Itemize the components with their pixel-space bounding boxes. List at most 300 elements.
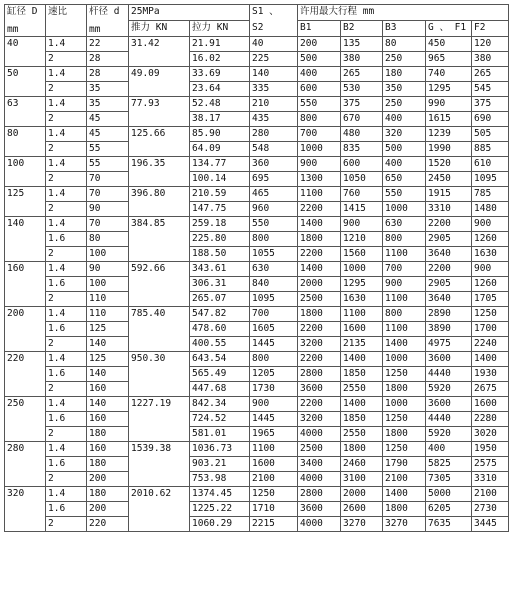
push-cell: 196.35 bbox=[129, 157, 190, 187]
table-row bbox=[5, 67, 509, 82]
rod-cell: 35 bbox=[87, 82, 129, 97]
rod-cell: 220 bbox=[87, 517, 129, 532]
b1-cell: 800 bbox=[298, 112, 341, 127]
ratio-cell: 1.4 bbox=[46, 217, 87, 232]
pull-cell: 400.55 bbox=[190, 337, 250, 352]
gf1-cell: 3640 bbox=[426, 292, 472, 307]
b2-cell: 1295 bbox=[341, 277, 383, 292]
b1-cell: 4000 bbox=[298, 427, 341, 442]
f2-cell: 2240 bbox=[472, 337, 509, 352]
table-row bbox=[5, 202, 509, 217]
bore-cell: 220 bbox=[5, 352, 46, 397]
push-cell: 2010.62 bbox=[129, 487, 190, 532]
rod-header-cell bbox=[87, 5, 129, 37]
f2-cell: 380 bbox=[472, 52, 509, 67]
b3-cell: 350 bbox=[383, 82, 426, 97]
s1s2-cell: 1095 bbox=[250, 292, 298, 307]
b2-cell: 1050 bbox=[341, 172, 383, 187]
table-row bbox=[5, 97, 509, 112]
table-row bbox=[5, 157, 509, 172]
rod-cell: 180 bbox=[87, 487, 129, 502]
gf1-cell: 5000 bbox=[426, 487, 472, 502]
ratio-cell: 2 bbox=[46, 52, 87, 67]
b3-cell: 650 bbox=[383, 172, 426, 187]
b1-cell: 2500 bbox=[298, 292, 341, 307]
ratio-cell: 1.4 bbox=[46, 352, 87, 367]
pull-cell: 16.02 bbox=[190, 52, 250, 67]
max-stroke-header: 许用最大行程 mm bbox=[298, 5, 509, 21]
b1-cell: 200 bbox=[298, 37, 341, 52]
s1s2-cell: 1965 bbox=[250, 427, 298, 442]
s1s2-cell: 1055 bbox=[250, 247, 298, 262]
ratio-cell: 2 bbox=[46, 517, 87, 532]
push-cell: 1539.38 bbox=[129, 442, 190, 487]
s1s2-cell: 1205 bbox=[250, 367, 298, 382]
rod-header: 杆径 d bbox=[89, 6, 120, 17]
table-row bbox=[5, 277, 509, 292]
gf1-cell: 2200 bbox=[426, 262, 472, 277]
f2-cell: 1095 bbox=[472, 172, 509, 187]
gf1-cell: 1295 bbox=[426, 82, 472, 97]
gf1-cell: 3600 bbox=[426, 352, 472, 367]
ratio-cell: 1.4 bbox=[46, 262, 87, 277]
table-row bbox=[5, 502, 509, 517]
pull-cell: 478.60 bbox=[190, 322, 250, 337]
pull-cell: 33.69 bbox=[190, 67, 250, 82]
f2-cell: 900 bbox=[472, 262, 509, 277]
s1s2-cell: 2215 bbox=[250, 517, 298, 532]
push-cell: 31.42 bbox=[129, 37, 190, 67]
ratio-cell: 2 bbox=[46, 337, 87, 352]
f2-cell: 610 bbox=[472, 157, 509, 172]
s1s2-cell: 800 bbox=[250, 232, 298, 247]
ratio-cell: 1.4 bbox=[46, 307, 87, 322]
rod-cell: 28 bbox=[87, 52, 129, 67]
bore-cell: 250 bbox=[5, 397, 46, 442]
b1-cell: 2200 bbox=[298, 352, 341, 367]
pull-cell: 52.48 bbox=[190, 97, 250, 112]
rod-cell: 55 bbox=[87, 142, 129, 157]
pull-cell: 1060.29 bbox=[190, 517, 250, 532]
b2-cell: 380 bbox=[341, 52, 383, 67]
s1s2-header-a: S1 、 bbox=[250, 5, 298, 21]
f2-cell: 1700 bbox=[472, 322, 509, 337]
gf1-cell: 3600 bbox=[426, 397, 472, 412]
gf1-cell: 2905 bbox=[426, 232, 472, 247]
b3-cell: 1800 bbox=[383, 502, 426, 517]
pull-cell: 259.18 bbox=[190, 217, 250, 232]
push-cell: 396.80 bbox=[129, 187, 190, 217]
b2-cell: 1850 bbox=[341, 412, 383, 427]
bore-header: 缸径 D bbox=[7, 6, 38, 17]
rod-cell: 45 bbox=[87, 127, 129, 142]
f2-cell: 690 bbox=[472, 112, 509, 127]
f2-cell: 1600 bbox=[472, 397, 509, 412]
f2-cell: 885 bbox=[472, 142, 509, 157]
rod-cell: 180 bbox=[87, 457, 129, 472]
table-row bbox=[5, 292, 509, 307]
pull-cell: 134.77 bbox=[190, 157, 250, 172]
s1s2-cell: 1445 bbox=[250, 337, 298, 352]
f2-cell: 1480 bbox=[472, 202, 509, 217]
rod-cell: 125 bbox=[87, 322, 129, 337]
b2-cell: 1100 bbox=[341, 307, 383, 322]
rod-cell: 90 bbox=[87, 202, 129, 217]
s1s2-cell: 1100 bbox=[250, 442, 298, 457]
gf1-cell: 1615 bbox=[426, 112, 472, 127]
b3-cell: 1400 bbox=[383, 487, 426, 502]
table-row bbox=[5, 412, 509, 427]
pull-cell: 1036.73 bbox=[190, 442, 250, 457]
gf1-cell: 5920 bbox=[426, 427, 472, 442]
b3-cell: 1100 bbox=[383, 292, 426, 307]
f2-cell: 265 bbox=[472, 67, 509, 82]
bore-cell: 140 bbox=[5, 217, 46, 262]
b1-cell: 3200 bbox=[298, 412, 341, 427]
gf1-cell: 400 bbox=[426, 442, 472, 457]
b2-cell: 135 bbox=[341, 37, 383, 52]
table-row bbox=[5, 352, 509, 367]
s1s2-cell: 800 bbox=[250, 352, 298, 367]
f2-cell: 3310 bbox=[472, 472, 509, 487]
b3-cell: 250 bbox=[383, 97, 426, 112]
b2-cell: 2550 bbox=[341, 382, 383, 397]
rod-cell: 35 bbox=[87, 97, 129, 112]
s1s2-cell: 1605 bbox=[250, 322, 298, 337]
rod-cell: 100 bbox=[87, 277, 129, 292]
b2-cell: 1850 bbox=[341, 367, 383, 382]
s1s2-cell: 1250 bbox=[250, 487, 298, 502]
rod-cell: 160 bbox=[87, 442, 129, 457]
s1s2-cell: 548 bbox=[250, 142, 298, 157]
rod-cell: 45 bbox=[87, 112, 129, 127]
rod-cell: 100 bbox=[87, 247, 129, 262]
b2-cell: 2135 bbox=[341, 337, 383, 352]
table-row bbox=[5, 172, 509, 187]
b2-cell: 670 bbox=[341, 112, 383, 127]
b2-cell: 2000 bbox=[341, 487, 383, 502]
push-header: 推力 KN bbox=[129, 21, 190, 37]
b1-cell: 400 bbox=[298, 67, 341, 82]
gf1-cell: 740 bbox=[426, 67, 472, 82]
rod-cell: 200 bbox=[87, 472, 129, 487]
rod-cell: 70 bbox=[87, 217, 129, 232]
ratio-cell: 1.6 bbox=[46, 277, 87, 292]
pull-cell: 842.34 bbox=[190, 397, 250, 412]
b1-cell: 700 bbox=[298, 127, 341, 142]
b1-cell: 1800 bbox=[298, 307, 341, 322]
bore-cell: 280 bbox=[5, 442, 46, 487]
s1s2-cell: 630 bbox=[250, 262, 298, 277]
f2-cell: 900 bbox=[472, 217, 509, 232]
table-row bbox=[5, 307, 509, 322]
pull-cell: 581.01 bbox=[190, 427, 250, 442]
rod-cell: 180 bbox=[87, 427, 129, 442]
s1s2-cell: 840 bbox=[250, 277, 298, 292]
b3-cell: 1790 bbox=[383, 457, 426, 472]
push-cell: 77.93 bbox=[129, 97, 190, 127]
gf1-cell: 1520 bbox=[426, 157, 472, 172]
f2-cell: 545 bbox=[472, 82, 509, 97]
push-cell: 1227.19 bbox=[129, 397, 190, 442]
ratio-cell: 2 bbox=[46, 292, 87, 307]
pull-cell: 1225.22 bbox=[190, 502, 250, 517]
ratio-cell: 2 bbox=[46, 82, 87, 97]
s1s2-cell: 140 bbox=[250, 67, 298, 82]
s1s2-cell: 335 bbox=[250, 82, 298, 97]
pull-cell: 21.91 bbox=[190, 37, 250, 52]
gf1-header: G 、 F1 bbox=[426, 21, 472, 37]
gf1-cell: 2450 bbox=[426, 172, 472, 187]
b3-cell: 1400 bbox=[383, 337, 426, 352]
b1-cell: 1400 bbox=[298, 217, 341, 232]
rod-cell: 125 bbox=[87, 352, 129, 367]
ratio-cell: 1.6 bbox=[46, 457, 87, 472]
table-row bbox=[5, 427, 509, 442]
f2-cell: 1260 bbox=[472, 232, 509, 247]
ratio-cell: 1.4 bbox=[46, 67, 87, 82]
b1-cell: 2000 bbox=[298, 277, 341, 292]
rod-cell: 140 bbox=[87, 367, 129, 382]
table-row bbox=[5, 187, 509, 202]
table-row bbox=[5, 52, 509, 67]
b2-cell: 375 bbox=[341, 97, 383, 112]
bore-cell: 63 bbox=[5, 97, 46, 127]
table-row bbox=[5, 232, 509, 247]
pull-cell: 753.98 bbox=[190, 472, 250, 487]
ratio-cell: 1.6 bbox=[46, 232, 87, 247]
rod-cell: 80 bbox=[87, 232, 129, 247]
pull-cell: 643.54 bbox=[190, 352, 250, 367]
pull-cell: 903.21 bbox=[190, 457, 250, 472]
table-row bbox=[5, 517, 509, 532]
b2-cell: 2550 bbox=[341, 427, 383, 442]
rod-cell: 28 bbox=[87, 67, 129, 82]
s1s2-cell: 465 bbox=[250, 187, 298, 202]
f2-cell: 785 bbox=[472, 187, 509, 202]
b1-cell: 2800 bbox=[298, 367, 341, 382]
s1s2-cell: 900 bbox=[250, 397, 298, 412]
rod-cell: 22 bbox=[87, 37, 129, 52]
bore-unit: mm bbox=[7, 24, 19, 35]
rod-cell: 70 bbox=[87, 172, 129, 187]
b1-cell: 2200 bbox=[298, 322, 341, 337]
pull-cell: 85.90 bbox=[190, 127, 250, 142]
f2-cell: 2575 bbox=[472, 457, 509, 472]
bore-cell: 100 bbox=[5, 157, 46, 187]
pull-cell: 100.14 bbox=[190, 172, 250, 187]
push-cell: 950.30 bbox=[129, 352, 190, 397]
table-row bbox=[5, 142, 509, 157]
push-cell: 592.66 bbox=[129, 262, 190, 307]
table-row bbox=[5, 457, 509, 472]
b2-cell: 1800 bbox=[341, 442, 383, 457]
bore-cell: 200 bbox=[5, 307, 46, 352]
s1s2-cell: 40 bbox=[250, 37, 298, 52]
b3-cell: 500 bbox=[383, 142, 426, 157]
pull-cell: 38.17 bbox=[190, 112, 250, 127]
push-cell: 125.66 bbox=[129, 127, 190, 157]
b1-cell: 1100 bbox=[298, 187, 341, 202]
s1s2-cell: 210 bbox=[250, 97, 298, 112]
gf1-cell: 1239 bbox=[426, 127, 472, 142]
b3-cell: 1100 bbox=[383, 322, 426, 337]
gf1-cell: 965 bbox=[426, 52, 472, 67]
ratio-cell: 2 bbox=[46, 382, 87, 397]
b2-cell: 835 bbox=[341, 142, 383, 157]
f2-cell: 1950 bbox=[472, 442, 509, 457]
push-cell: 384.85 bbox=[129, 217, 190, 262]
gf1-cell: 7635 bbox=[426, 517, 472, 532]
b3-cell: 250 bbox=[383, 52, 426, 67]
b1-cell: 2500 bbox=[298, 442, 341, 457]
f2-cell: 3020 bbox=[472, 427, 509, 442]
b2-cell: 3100 bbox=[341, 472, 383, 487]
pull-cell: 64.09 bbox=[190, 142, 250, 157]
b1-cell: 3600 bbox=[298, 502, 341, 517]
table-row bbox=[5, 322, 509, 337]
ratio-cell: 1.4 bbox=[46, 397, 87, 412]
ratio-cell: 1.4 bbox=[46, 37, 87, 52]
ratio-cell: 2 bbox=[46, 427, 87, 442]
gf1-cell: 1990 bbox=[426, 142, 472, 157]
rod-cell: 140 bbox=[87, 337, 129, 352]
gf1-cell: 3310 bbox=[426, 202, 472, 217]
b3-cell: 80 bbox=[383, 37, 426, 52]
b1-cell: 2200 bbox=[298, 247, 341, 262]
f2-cell: 2100 bbox=[472, 487, 509, 502]
rod-cell: 70 bbox=[87, 187, 129, 202]
f2-cell: 1930 bbox=[472, 367, 509, 382]
ratio-cell: 1.4 bbox=[46, 442, 87, 457]
gf1-cell: 2890 bbox=[426, 307, 472, 322]
f2-cell: 2280 bbox=[472, 412, 509, 427]
f2-cell: 2675 bbox=[472, 382, 509, 397]
b1-cell: 2200 bbox=[298, 202, 341, 217]
b3-cell: 1000 bbox=[383, 202, 426, 217]
pressure-header: 25MPa bbox=[129, 5, 250, 21]
pull-cell: 147.75 bbox=[190, 202, 250, 217]
b1-cell: 550 bbox=[298, 97, 341, 112]
table-row bbox=[5, 82, 509, 97]
table-row bbox=[5, 337, 509, 352]
b1-cell: 500 bbox=[298, 52, 341, 67]
f2-cell: 3445 bbox=[472, 517, 509, 532]
rod-cell: 90 bbox=[87, 262, 129, 277]
gf1-cell: 5825 bbox=[426, 457, 472, 472]
ratio-cell: 1.4 bbox=[46, 187, 87, 202]
b3-cell: 400 bbox=[383, 157, 426, 172]
bore-cell: 320 bbox=[5, 487, 46, 532]
b2-cell: 900 bbox=[341, 217, 383, 232]
bore-cell: 50 bbox=[5, 67, 46, 97]
table-row bbox=[5, 382, 509, 397]
b1-cell: 3600 bbox=[298, 382, 341, 397]
ratio-cell: 2 bbox=[46, 112, 87, 127]
b1-cell: 1300 bbox=[298, 172, 341, 187]
header-row-1 bbox=[5, 5, 509, 21]
ratio-cell: 1.6 bbox=[46, 322, 87, 337]
b2-cell: 2600 bbox=[341, 502, 383, 517]
pull-cell: 306.31 bbox=[190, 277, 250, 292]
rod-cell: 110 bbox=[87, 292, 129, 307]
gf1-cell: 6205 bbox=[426, 502, 472, 517]
b2-cell: 3270 bbox=[341, 517, 383, 532]
pull-cell: 1374.45 bbox=[190, 487, 250, 502]
b3-cell: 700 bbox=[383, 262, 426, 277]
b3-cell: 1250 bbox=[383, 442, 426, 457]
b3-cell: 1100 bbox=[383, 247, 426, 262]
b2-cell: 1600 bbox=[341, 322, 383, 337]
b3-cell: 1250 bbox=[383, 367, 426, 382]
b3-cell: 320 bbox=[383, 127, 426, 142]
b1-header: B1 bbox=[298, 21, 341, 37]
gf1-cell: 5920 bbox=[426, 382, 472, 397]
s1s2-cell: 2100 bbox=[250, 472, 298, 487]
s1s2-cell: 1600 bbox=[250, 457, 298, 472]
f2-cell: 375 bbox=[472, 97, 509, 112]
rod-cell: 200 bbox=[87, 502, 129, 517]
gf1-cell: 450 bbox=[426, 37, 472, 52]
rod-unit: mm bbox=[89, 24, 101, 35]
ratio-cell: 1.6 bbox=[46, 412, 87, 427]
table-row bbox=[5, 262, 509, 277]
bore-cell: 40 bbox=[5, 37, 46, 67]
b2-cell: 1000 bbox=[341, 262, 383, 277]
table-row bbox=[5, 472, 509, 487]
pull-header: 拉力 KN bbox=[190, 21, 250, 37]
b2-cell: 1210 bbox=[341, 232, 383, 247]
gf1-cell: 2905 bbox=[426, 277, 472, 292]
ratio-cell: 1.4 bbox=[46, 127, 87, 142]
b1-cell: 1400 bbox=[298, 262, 341, 277]
b3-cell: 550 bbox=[383, 187, 426, 202]
table-row bbox=[5, 127, 509, 142]
ratio-cell: 2 bbox=[46, 172, 87, 187]
b1-cell: 600 bbox=[298, 82, 341, 97]
pull-cell: 565.49 bbox=[190, 367, 250, 382]
f2-cell: 1400 bbox=[472, 352, 509, 367]
b1-cell: 3400 bbox=[298, 457, 341, 472]
pull-cell: 210.59 bbox=[190, 187, 250, 202]
b3-cell: 1000 bbox=[383, 397, 426, 412]
ratio-header: 速比 bbox=[46, 5, 87, 37]
pull-cell: 188.50 bbox=[190, 247, 250, 262]
pull-cell: 265.07 bbox=[190, 292, 250, 307]
table-row bbox=[5, 487, 509, 502]
gf1-cell: 2200 bbox=[426, 217, 472, 232]
pull-cell: 23.64 bbox=[190, 82, 250, 97]
s1s2-cell: 435 bbox=[250, 112, 298, 127]
f2-cell: 1705 bbox=[472, 292, 509, 307]
rod-cell: 160 bbox=[87, 412, 129, 427]
b3-cell: 1250 bbox=[383, 412, 426, 427]
b3-cell: 630 bbox=[383, 217, 426, 232]
rod-cell: 140 bbox=[87, 397, 129, 412]
pull-cell: 447.68 bbox=[190, 382, 250, 397]
gf1-cell: 4975 bbox=[426, 337, 472, 352]
push-cell: 785.40 bbox=[129, 307, 190, 352]
table-row bbox=[5, 442, 509, 457]
b2-cell: 265 bbox=[341, 67, 383, 82]
pull-cell: 547.82 bbox=[190, 307, 250, 322]
ratio-cell: 1.6 bbox=[46, 367, 87, 382]
s1s2-cell: 695 bbox=[250, 172, 298, 187]
b2-cell: 1400 bbox=[341, 352, 383, 367]
s1s2-header-b: S2 bbox=[250, 21, 298, 37]
table-row bbox=[5, 247, 509, 262]
b1-cell: 2800 bbox=[298, 487, 341, 502]
